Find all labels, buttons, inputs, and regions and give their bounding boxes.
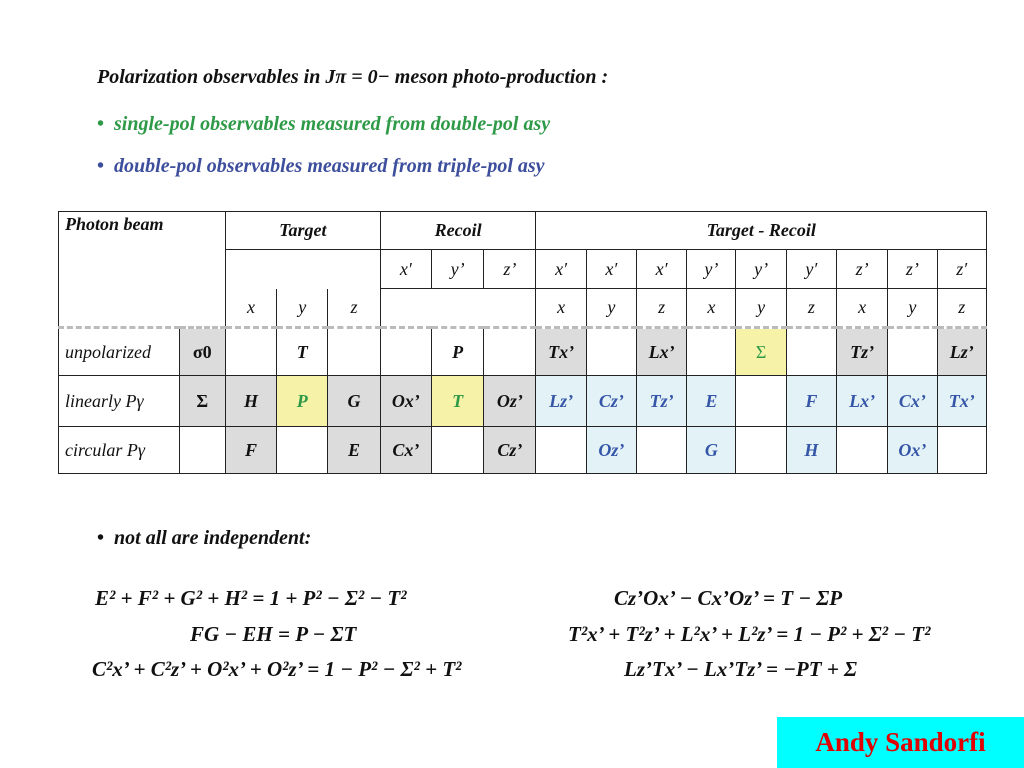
header-recoil: Recoil [380, 212, 536, 250]
tr-cell: G [687, 427, 736, 474]
header-blank [59, 289, 226, 328]
header-row-groups [59, 212, 987, 250]
target-cell [277, 427, 328, 474]
target-cell: F [225, 427, 276, 474]
target-cell: G [328, 376, 380, 427]
author-badge: Andy Sandorfi [777, 717, 1024, 768]
target-cell: P [277, 376, 328, 427]
tr-cell: H [786, 427, 836, 474]
target-axis: y [277, 289, 328, 328]
bullet-marker: • [97, 113, 105, 135]
header-recoil-blank [380, 289, 536, 328]
tr-unprimed-axis: y [736, 289, 786, 328]
row-circular [59, 427, 987, 474]
tr-primed-axis: y′ [786, 250, 836, 289]
tr-cell: E [687, 376, 736, 427]
tr-cell: Tz’ [836, 328, 887, 376]
header-row-unprimed [59, 289, 987, 328]
target-axis: z [328, 289, 380, 328]
row-linearly [59, 376, 987, 427]
bullet-double-pol: • double-pol observables measured from triple-pol asy [97, 155, 545, 177]
equation-right-1: Cz’Ox’ − Cx’Oz’ = T − ΣP [614, 586, 843, 610]
equation-left-1: E² + F² + G² + H² = 1 + P² − Σ² − T² [95, 586, 407, 610]
tr-primed-axis: z′ [937, 250, 987, 289]
tr-primed-axis: y’ [736, 250, 786, 289]
tr-cell: Cx’ [888, 376, 937, 427]
header-target: Target [225, 212, 380, 250]
recoil-cell: T [431, 376, 483, 427]
recoil-cell [484, 328, 536, 376]
tr-cell [786, 328, 836, 376]
tr-cell: Tx’ [937, 376, 987, 427]
header-blank [59, 250, 226, 289]
tr-cell [687, 328, 736, 376]
tr-cell: Lx’ [836, 376, 887, 427]
tr-cell [736, 427, 786, 474]
tr-cell [736, 376, 786, 427]
tr-primed-axis: z’ [836, 250, 887, 289]
tr-unprimed-axis: z [937, 289, 987, 328]
row-label: unpolarized [59, 328, 180, 376]
target-cell [328, 328, 380, 376]
recoil-axis: x′ [380, 250, 431, 289]
target-cell: H [225, 376, 276, 427]
header-target-blank [225, 250, 380, 289]
row-symbol: σ0 [179, 328, 225, 376]
recoil-cell: Ox’ [380, 376, 431, 427]
recoil-cell: P [431, 328, 483, 376]
header-row-primed [59, 250, 987, 289]
target-cell: T [277, 328, 328, 376]
tr-primed-axis: x′ [636, 250, 686, 289]
tr-cell: Ox’ [888, 427, 937, 474]
bullet-not-independent: • not all are independent: [97, 527, 312, 549]
tr-cell: Lx’ [636, 328, 686, 376]
equation-right-2: T²x’ + T²z’ + L²x’ + L²z’ = 1 − P² + Σ² − T² [568, 622, 931, 646]
tr-cell: Lz’ [937, 328, 987, 376]
target-cell: E [328, 427, 380, 474]
tr-cell [937, 427, 987, 474]
recoil-cell [380, 328, 431, 376]
bullet-marker: • [97, 155, 105, 177]
recoil-cell [431, 427, 483, 474]
target-cell [225, 328, 276, 376]
tr-cell [636, 427, 686, 474]
equation-right-3: Lz’Tx’ − Lx’Tz’ = −PT + Σ [624, 657, 858, 681]
header-photon-beam: Photon beam [59, 212, 226, 250]
equation-left-3: C²x’ + C²z’ + O²x’ + O²z’ = 1 − P² − Σ² + T² [92, 657, 462, 681]
row-unpolarized [59, 328, 987, 376]
tr-cell [536, 427, 586, 474]
tr-cell: Tx’ [536, 328, 586, 376]
bullet-marker: • [97, 527, 105, 549]
row-symbol [179, 427, 225, 474]
tr-cell [836, 427, 887, 474]
tr-primed-axis: x′ [536, 250, 586, 289]
tr-unprimed-axis: y [888, 289, 937, 328]
header-target-recoil: Target - Recoil [536, 212, 987, 250]
tr-cell [888, 328, 937, 376]
tr-unprimed-axis: x [687, 289, 736, 328]
slide-title: Polarization observables in Jπ = 0− meson photo-production : [97, 66, 609, 88]
row-label: circular Pγ [59, 427, 180, 474]
tr-cell: Σ [736, 328, 786, 376]
tr-cell [586, 328, 636, 376]
tr-unprimed-axis: x [836, 289, 887, 328]
tr-cell: Lz’ [536, 376, 586, 427]
target-axis: x [225, 289, 276, 328]
recoil-axis: y’ [431, 250, 483, 289]
tr-cell: F [786, 376, 836, 427]
tr-primed-axis: y’ [687, 250, 736, 289]
observables-table [58, 211, 987, 474]
equation-left-2: FG − EH = P − ΣT [190, 622, 357, 646]
recoil-cell: Oz’ [484, 376, 536, 427]
tr-cell: Oz’ [586, 427, 636, 474]
row-label: linearly Pγ [59, 376, 180, 427]
tr-cell: Tz’ [636, 376, 686, 427]
recoil-cell: Cz’ [484, 427, 536, 474]
tr-unprimed-axis: y [586, 289, 636, 328]
recoil-axis: z’ [484, 250, 536, 289]
tr-cell: Cz’ [586, 376, 636, 427]
tr-primed-axis: z’ [888, 250, 937, 289]
tr-primed-axis: x′ [586, 250, 636, 289]
tr-unprimed-axis: z [786, 289, 836, 328]
row-symbol: Σ [179, 376, 225, 427]
bullet-single-pol: • single-pol observables measured from double-pol asy [97, 113, 551, 135]
recoil-cell: Cx’ [380, 427, 431, 474]
tr-unprimed-axis: x [536, 289, 586, 328]
tr-unprimed-axis: z [636, 289, 686, 328]
